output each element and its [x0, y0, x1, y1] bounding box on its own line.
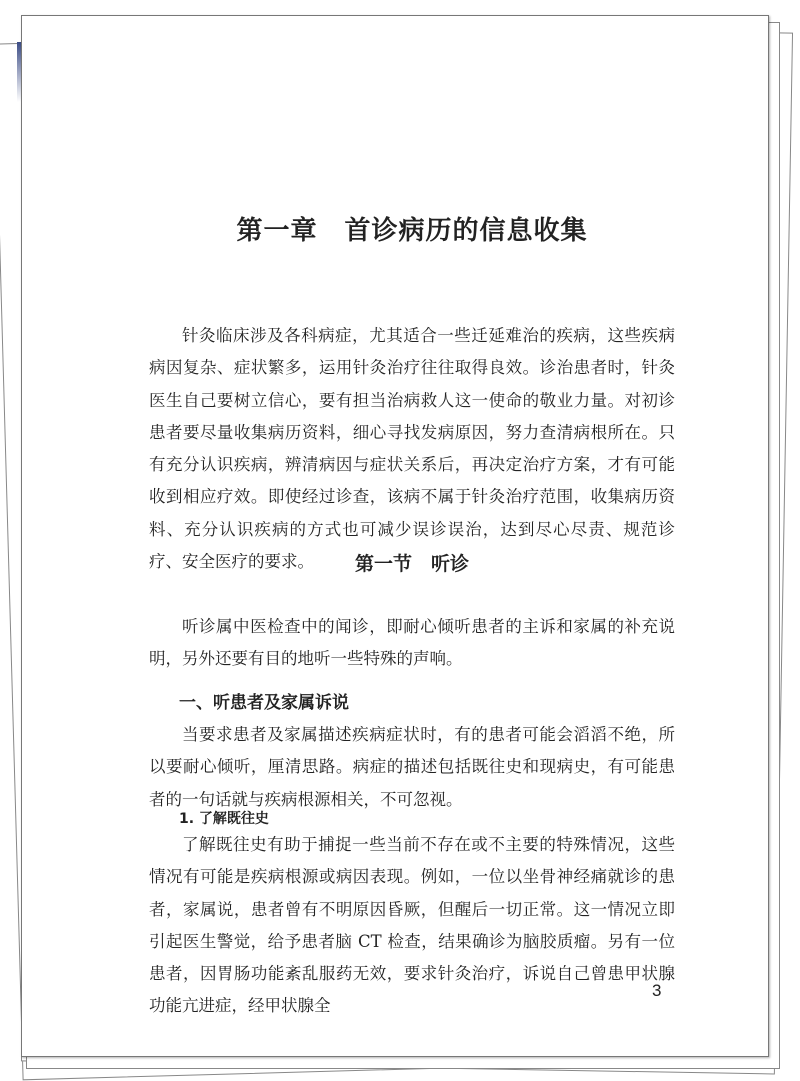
intro-paragraph: 针灸临床涉及各科病症，尤其适合一些迁延难治的疾病，这些疾病病因复杂、症状繁多，运用针灸治疗往往取得良效。诊治患者时，针灸医生自己要树立信心，要有担当治病救人这一使命的敬业力量。对初诊患者要尽量收集病历资料，细心寻找发病原因，努力查清病根所在。只有充分认识疾病，辨清病因与症状关系后，再决定治疗方案，才有可能收到相应疗效。即使经过诊查，该病不属于针灸治疗范围，收集病历资料、充分认识疾病的方式也可减少误诊误治，达到尽心尽责、规范诊疗、安全医疗的要求。	[149, 326, 675, 572]
subsection-title: 一、听患者及家属诉说	[179, 693, 349, 713]
section-paragraph: 听诊属中医检查中的闻诊，即耐心倾听患者的主诉和家属的补充说明，另外还要有目的地听一些特殊的声响。	[149, 617, 675, 669]
page-number: 3	[652, 981, 662, 1000]
item-paragraph: 了解既往史有助于捕捉一些当前不存在或不主要的特殊情况，这些情况有可能是疾病根源或病因表现。例如，一位以坐骨神经痛就诊的患者，家属说，患者曾有不明原因昏厥，但醒后一切正常。这一情况立即引起医生警觉，给予患者脑 CT 检查，结果确诊为脑胶质瘤。另有一位患者，因胃肠功能紊乱服药无效，要求针灸治疗，诉说自己曾患甲状腺功能亢进症，经甲状腺全	[149, 835, 675, 1016]
book-page	[21, 15, 769, 1057]
item-title: 1. 了解既往史	[179, 811, 269, 827]
chapter-title: 第一章 首诊病历的信息收集	[236, 216, 588, 246]
section-title: 第一节 听诊	[354, 553, 469, 575]
subsection-paragraph: 当要求患者及家属描述疾病症状时，有的患者可能会滔滔不绝，所以要耐心倾听，厘清思路。病症的描述包括既往史和现病史，有可能患者的一句话就与疾病根源相关，不可忽视。	[149, 725, 675, 809]
